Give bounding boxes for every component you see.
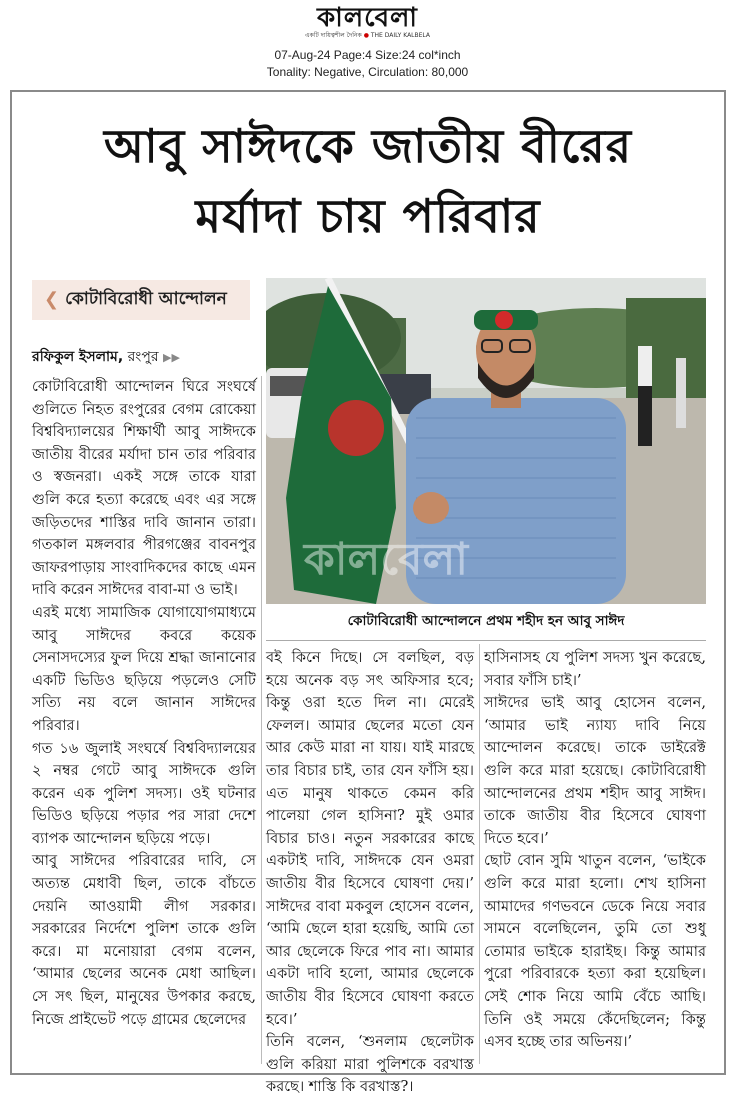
paragraph: এরই মধ্যে সামাজিক যোগাযোগমাধ্যমে আবু সাঈদের কবরে কয়েক সেনাসদস্যের ফুল দিয়ে শ্রদ্ধা জানানোর একটি ভিডিও ছড়িয়ে পড়লেও সেটি সত্যি নয় বলে জানান সাঈদের পরিবার। [32,603,256,734]
headline-line-2: মর্যাদা চায় পরিবার [195,189,541,243]
logo-tagline [0,32,735,40]
kicker-label: কোটাবিরোধী আন্দোলন [65,289,227,309]
byline-location: রংপুর [127,349,159,365]
article-frame [10,90,726,1096]
headline-line-1: আবু সাঈদকে জাতীয় বীরের [103,119,632,173]
byline-author: রফিকুল ইসলাম, [32,349,124,365]
clip-meta-line2: Tonality: Negative, Circulation: 80,000 [266,65,469,79]
tagline-dot-icon: ● [363,32,369,39]
article-photo [266,278,706,604]
kicker-ornament-icon: ❮ [44,289,60,310]
byline [32,345,180,369]
paragraph: ছোট বোন সুমি খাতুন বলেন, ‘ভাইকে গুলি করে মারা হলো। শেখ হাসিনা আমাদের গণভবনে ডেকে নিয়ে সবার সামনে বলেছিলেন, তুমি তো শুধু তোমার ভাইকে হারাইছ। কিন্তু আমার পুরো পরিবারকে হত্যা করা হয়েছিল। সেই শোক নিয়ে আমি বেঁচে আছি। তিনি ওই সময়ে কেঁদেছিলেন; কিন্তু এসব হচ্ছে তার অভিনয়।’ [484,852,706,1051]
column-divider-1 [261,376,262,1064]
paragraph: কোটাবিরোধী আন্দোলন ঘিরে সংঘর্ষে গুলিতে নিহত রংপুরের বেগম রোকেয়া বিশ্ববিদ্যালয়ের শিক্ষার্থী আবু সাঈদকে জাতীয় বীরের মর্যাদা চান তার পরিবার ও স্বজনরা। একই সঙ্গে তাকে যারা গুলি করে হত্যা করেছে এবং এর সঙ্গে জড়িতদের শাস্তির দাবি জানান তারা। গতকাল মঙ্গলবার পীরগঞ্জের বাবনপুর জাফরপাড়ায় সাংবাদিকদের কাছে এমন দাবি করেন সাঈদের বাবা-মা ও ভাই। [32,378,256,599]
watermark-logo: কালবেলা [304,534,469,585]
clip-meta-line1: 07-Aug-24 Page:4 Size:24 col*inch [274,48,461,62]
column-3 [484,647,706,1054]
newspaper-logo: কালবেলা [317,3,418,33]
column-divider-2 [479,644,480,1064]
paragraph: আবু সাঈদের পরিবারের দাবি, সে অত্যন্ত মেধাবী ছিল, তাকে বাঁচতে দেয়নি আওয়ামী লীগ সরকার। সরকারের নির্দেশে পুলিশ তাকে গুলি করে। মা মনোয়ারা বেগম বলেন, ‘আমার ছেলের অনেক মেধা আছিল। সে সৎ ছিল, মানুষের উপকার করছে, নিজে প্রাইভেট পড়ে গ্রামের ছেলেদের [32,852,256,1028]
paragraph: তিনি বলেন, ‘শুনলাম ছেলেটাক গুলি করিয়া মারা পুলিশকে বরখাস্ত করছে। শাস্তি কি বরখাস্ত?। [266,1033,474,1096]
byline-arrow-icon: ▶▶ [163,351,180,364]
tagline-english: THE DAILY KALBELA [370,32,431,39]
photo-caption: কোটাবিরোধী আন্দোলনে প্রথম শহীদ হন আবু সাঈদ [347,613,625,629]
paragraph: গত ১৬ জুলাই সংঘর্ষে বিশ্ববিদ্যালয়ের ২ নম্বর গেটে আবু সাঈদকে গুলি করেন এক পুলিশ সদস্য। ওই ঘটনার ভিডিও ছড়িয়ে পড়ার পর সারা দেশে ব্যাপক আন্দোলন ছড়িয়ে পড়ে। [32,739,256,847]
column-2 [266,647,474,1099]
tagline-bangla: একটি দায়িত্বশীল দৈনিক [304,32,362,39]
paragraph: বই কিনে দিছে। সে বলছিল, বড় হয়ে অনেক বড় সৎ অফিসার হবে; কিন্তু ওরা হতে দিল না। মেরেই ফেলল। আমার ছেলের মতো যেন আর কেউ মারা না যায়। যাই মারছে তার বিচার চাই, তার যেন ফাঁসি হয়। এত মানুষ থাকতে কেমন করি পালেয়া গেল হাসিনা? মুই ওমার বিচার চাও। নতুন সরকারের কাছে একটাই দাবি, সাঈদকে যেন ওমরা জাতীয় বীর হিসেবে ঘোষণা দেয়।’ সাঈদের বাবা মকবুল হোসেন বলেন, ‘আমি ছেলে হারা হয়েছি, আমি তো আর ছেলেকে ফিরে পাব না। আমার একটা দাবি হলো, আমার ছেলেকে জাতীয় বীর হিসেবে ঘোষণা করতে হবে।’ [266,649,474,1028]
photo-illustration [266,278,706,604]
paragraph: সাঈদের ভাই আবু হোসেন বলেন, ‘আমার ভাই ন্যায্য দাবি নিয়ে আন্দোলন করেছে। তাকে ডাইরেক্ট গুলি করে মারা হয়েছে। কোটাবিরোধী আন্দোলনের প্রথম শহীদ আবু সাঈদ। তাকে জাতীয় বীর হিসেবে ঘোষণা দিতে হবে।’ [484,694,706,847]
paragraph: হাসিনাসহ যে পুলিশ সদস্য খুন করেছে, সবার ফাঁসি চাই।’ [484,649,706,689]
column-1 [32,376,256,1031]
caption-divider [266,640,706,641]
section-kicker [32,280,250,320]
masthead [0,4,735,40]
